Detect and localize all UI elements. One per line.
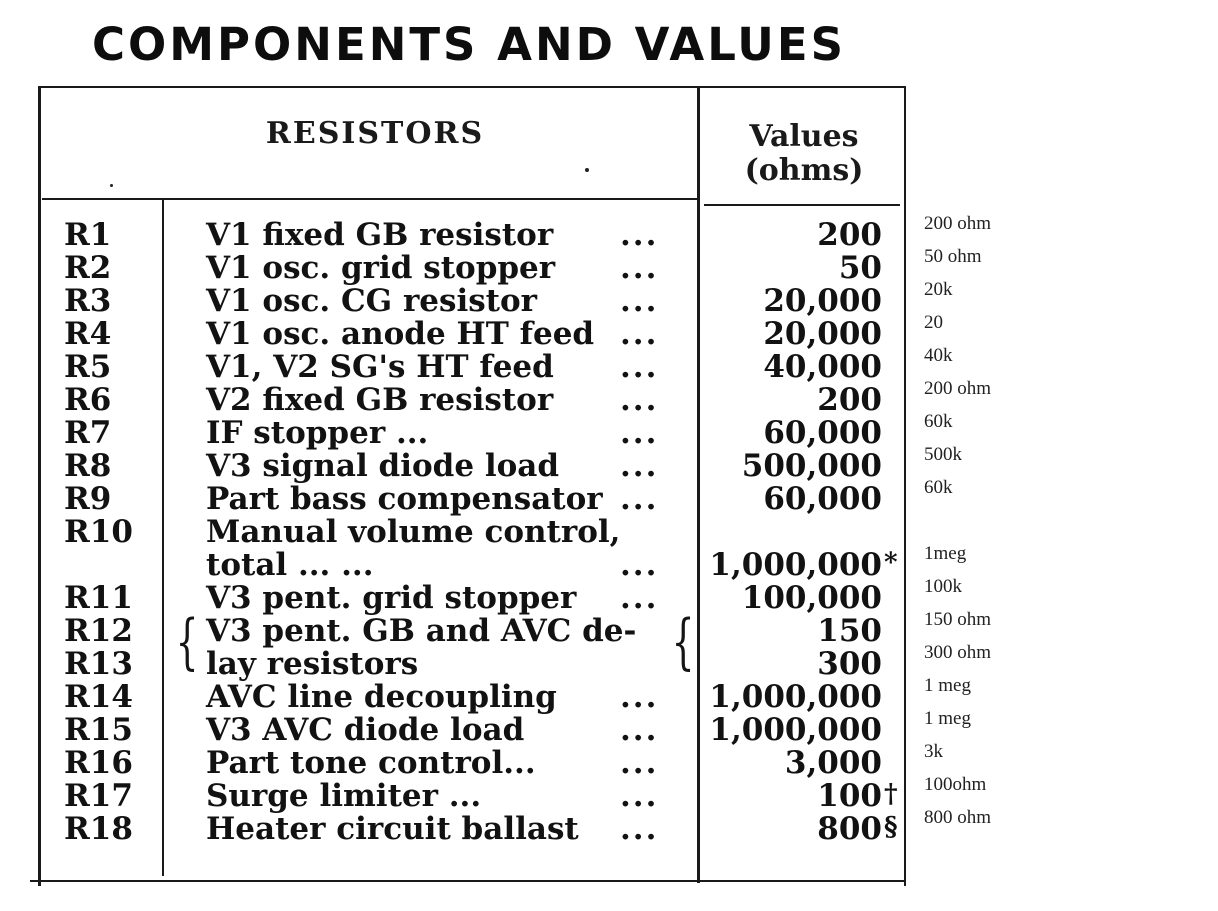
table-row [0, 741, 1218, 781]
handwritten-note: 60k [924, 477, 953, 498]
footnote-mark: § [884, 812, 898, 842]
handwritten-note: 20 [924, 312, 943, 333]
table-row [0, 675, 1218, 715]
leader-dots: ... [620, 580, 659, 616]
component-id: R3 [64, 283, 112, 319]
handwritten-note: 3k [924, 741, 943, 762]
resistance-value: 100 [817, 778, 882, 814]
handwritten-note: 500k [924, 444, 962, 465]
handwritten-note: 200 ohm [924, 378, 992, 399]
resistance-value: 60,000 [763, 415, 882, 451]
component-description: total ... ... [206, 547, 374, 583]
component-id: R2 [64, 250, 112, 286]
leader-dots: ... [620, 712, 659, 748]
handwritten-note: 40k [924, 345, 953, 366]
resistance-value: 300 [817, 646, 882, 682]
component-id: R13 [64, 646, 133, 682]
print-speck [585, 168, 589, 172]
component-description: V3 AVC diode load [206, 712, 525, 748]
print-speck [110, 184, 113, 187]
table-row [0, 345, 1218, 385]
component-id: R11 [64, 580, 133, 616]
table-row [0, 312, 1218, 352]
component-description: Surge limiter ... [206, 778, 482, 814]
handwritten-note: 300 ohm [924, 642, 992, 663]
resistance-value: 50 [838, 250, 882, 286]
resistance-value: 20,000 [763, 283, 882, 319]
header-underline [42, 198, 698, 200]
resistance-value: 100,000 [741, 580, 882, 616]
component-description: Heater circuit ballast [206, 811, 579, 847]
leader-dots: ... [620, 811, 659, 847]
resistance-value: 800 [817, 811, 882, 847]
table-row [0, 213, 1218, 253]
leader-dots: ... [620, 283, 659, 319]
component-description: V1 osc. CG resistor [206, 283, 538, 319]
component-description: Part bass compensator [206, 481, 603, 517]
table-row [0, 774, 1218, 814]
resistance-value: 150 [817, 613, 882, 649]
resistance-value: 3,000 [784, 745, 882, 781]
leader-dots: ... [620, 415, 659, 451]
table-row [0, 246, 1218, 286]
component-description: V2 fixed GB resistor [206, 382, 554, 418]
resistance-value: 1,000,000 [709, 712, 882, 748]
handwritten-note: 800 ohm [924, 807, 992, 828]
page-title: COMPONENTS AND VALUES [92, 18, 846, 71]
leader-dots: ... [620, 679, 659, 715]
leader-dots: ... [620, 745, 659, 781]
component-id: R8 [64, 448, 112, 484]
component-description: IF stopper ... [206, 415, 429, 451]
resistance-value: 500,000 [741, 448, 882, 484]
table-row [0, 477, 1218, 517]
resistance-value: 40,000 [763, 349, 882, 385]
component-description: Manual volume control, [206, 514, 621, 550]
handwritten-note: 200 ohm [924, 213, 992, 234]
handwritten-note: 100k [924, 576, 962, 597]
component-id: R6 [64, 382, 112, 418]
handwritten-note: 100ohm [924, 774, 987, 795]
leader-dots: ... [620, 481, 659, 517]
component-description: V1 osc. anode HT feed [206, 316, 595, 352]
handwritten-note: 20k [924, 279, 953, 300]
leader-dots: ... [620, 217, 659, 253]
resistance-value: 20,000 [763, 316, 882, 352]
table-row [0, 411, 1218, 451]
component-description: V3 pent. GB and AVC de- [206, 613, 637, 649]
leader-dots: ... [620, 349, 659, 385]
component-id: R17 [64, 778, 133, 814]
component-id: R14 [64, 679, 133, 715]
values-header [704, 120, 904, 188]
values-header-underline [704, 204, 900, 206]
handwritten-note: 60k [924, 411, 953, 432]
handwritten-note: 150 ohm [924, 609, 992, 630]
component-id: R7 [64, 415, 112, 451]
leader-dots: ... [620, 547, 659, 583]
component-description: V3 signal diode load [206, 448, 560, 484]
leader-dots: ... [620, 448, 659, 484]
component-description: V1 fixed GB resistor [206, 217, 554, 253]
component-id: R10 [64, 514, 133, 550]
table-row [0, 444, 1218, 484]
resistance-value: 1,000,000 [709, 547, 882, 583]
values-header-line1: Values [749, 119, 859, 154]
component-description: V1 osc. grid stopper [206, 250, 556, 286]
values-header-line2: (ohms) [744, 153, 864, 188]
leader-dots: ... [620, 250, 659, 286]
handwritten-note: 1 meg [924, 675, 971, 696]
resistors-header: RESISTORS [265, 116, 485, 151]
handwritten-note: 50 ohm [924, 246, 982, 267]
table-row [0, 807, 1218, 847]
table-row [0, 378, 1218, 418]
component-id: R5 [64, 349, 112, 385]
component-id: R1 [64, 217, 112, 253]
resistance-value: 200 [817, 382, 882, 418]
component-id: R4 [64, 316, 112, 352]
component-id: R9 [64, 481, 112, 517]
right-brace: { [671, 607, 695, 677]
resistance-value: 60,000 [763, 481, 882, 517]
resistance-value: 1,000,000 [709, 679, 882, 715]
component-id: R12 [64, 613, 133, 649]
footnote-mark: * [884, 548, 898, 578]
table-row [0, 708, 1218, 748]
component-description: V1, V2 SG's HT feed [206, 349, 554, 385]
footnote-mark: † [884, 779, 898, 809]
table-row [0, 516, 1218, 549]
component-id: R15 [64, 712, 133, 748]
component-description: AVC line decoupling [206, 679, 557, 715]
left-brace: { [175, 607, 199, 677]
component-description: Part tone control... [206, 745, 536, 781]
leader-dots: ... [620, 382, 659, 418]
resistance-value: 200 [817, 217, 882, 253]
handwritten-note: 1meg [924, 543, 967, 564]
table-top-border [38, 86, 906, 88]
component-id: R16 [64, 745, 133, 781]
component-description: V3 pent. grid stopper [206, 580, 577, 616]
handwritten-note: 1 meg [924, 708, 971, 729]
table-row [0, 279, 1218, 319]
table-bottom-border [30, 880, 906, 882]
component-description: lay resistors [206, 646, 419, 682]
component-id: R18 [64, 811, 133, 847]
table-row [0, 543, 1218, 583]
leader-dots: ... [620, 778, 659, 814]
leader-dots: ... [620, 316, 659, 352]
